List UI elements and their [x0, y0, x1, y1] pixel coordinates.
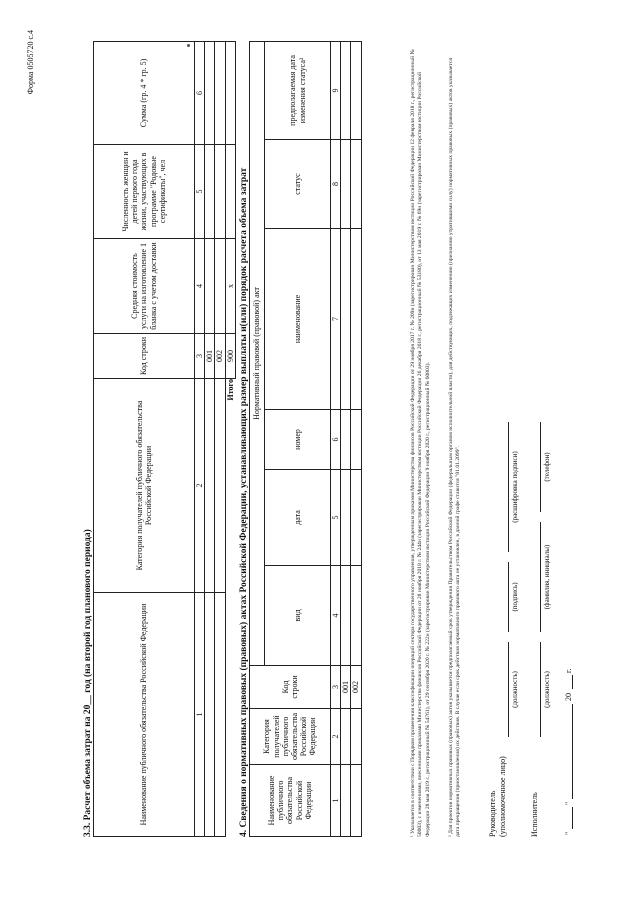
cell-empty[interactable] — [341, 41, 351, 139]
col-number: 2 — [195, 379, 205, 593]
col-number: 5 — [195, 145, 205, 239]
header-row-code: Код строки — [250, 666, 331, 709]
row-code: 002 — [351, 666, 361, 709]
table-row — [205, 42, 215, 837]
head-position-line[interactable] — [508, 642, 509, 737]
cell-empty[interactable] — [351, 765, 361, 837]
table-row — [351, 41, 361, 836]
footnote-1: ¹ Указывается в соответствии с Порядком применения классификации операций сектора государственного управления, утвержденным приказом Министерства финансов Российской Федерации от 29 ноября 2017 г. № 209н (зарегистрирован Министерством юстиции Российской Федерации 12 февраля 2018 г., регистрационный № 50003), с изменениями, внесенными приказами Министерства финансов Российской Федерации от 28 ноября 2018 г. № 244н (зарегистрирован Министерством юстиции Российской Федерации 26 декабря 2018 г., регистрационный № 53180), от 13 мая 2019 г. № 69н (зарегистрирован Министерством юстиции Российской Федерации 28 мая 2019 г., регистрационный № 54761), от 29 сентября 2020 г. № 222н (зарегистрирован Министерством юстиции Российской Федерации 9 ноября 2020 г., регистрационный № 60803). — [410, 49, 431, 837]
col-number: 4 — [331, 566, 341, 666]
row-code: 001 — [205, 334, 215, 379]
cell-empty[interactable] — [351, 229, 361, 410]
cell-empty[interactable] — [341, 229, 351, 410]
cell-empty[interactable] — [215, 145, 225, 239]
cell-empty[interactable] — [205, 593, 215, 837]
date-year-prefix: 20 — [564, 693, 573, 701]
cell-empty[interactable] — [215, 42, 225, 145]
form-code: Форма 0505720 с.4 — [26, 30, 35, 95]
header-sum: Сумма (гр. 4 * гр. 5) — [94, 42, 195, 145]
executor-fio-line[interactable] — [540, 522, 541, 632]
cell-empty[interactable] — [341, 709, 351, 765]
cell-empty[interactable] — [225, 145, 235, 239]
col-number: 7 — [331, 229, 341, 410]
date-quote-open: " — [564, 831, 573, 835]
footnote-2: ² Для проектов нормативных правовых (правовых) актов указывается предполагаемый срок утверждения Правительством Российской Федерации (федеральным органом исполнительной власти), для действующих, подлежащих изменению (признанию утратившими силу) нормативных правовых (правовых) актов указывается дата прекращения (приостановления) их действия. В случае если срок действия нормативного правового акта не установлен, в данной графе ставится "01.01.2099". — [448, 58, 462, 837]
cell-empty[interactable] — [215, 593, 225, 837]
caption-phone: (телефон) — [543, 452, 551, 482]
cell-empty[interactable] — [341, 765, 351, 837]
cell-empty[interactable] — [341, 140, 351, 229]
cell-empty[interactable] — [351, 410, 361, 470]
cell-empty[interactable] — [351, 566, 361, 666]
col-number: 1 — [195, 593, 205, 837]
row-code: 001 — [341, 666, 351, 709]
col-number: 6 — [195, 42, 205, 145]
cell-empty[interactable] — [205, 145, 215, 239]
date-month-line[interactable] — [572, 704, 573, 799]
cell-empty[interactable] — [351, 470, 361, 566]
header-obligation-name: Наименование публичного обязательства Российской Федерации — [94, 593, 195, 837]
date-year-line[interactable] — [572, 675, 573, 689]
head-decode-line[interactable] — [508, 422, 509, 552]
cell-empty[interactable] — [215, 239, 225, 334]
caption-fio: (фамилия, инициалы) — [543, 544, 551, 610]
col-number: 6 — [331, 410, 341, 470]
cell-empty[interactable] — [341, 470, 351, 566]
section-4-title: 4. Сведения о нормативных правовых (правовых) актах Российской Федерации, устанавливающих размер выплаты и(или) порядок расчета объема затрат — [239, 167, 249, 837]
header-row — [94, 42, 195, 837]
col-number: 4 — [195, 239, 205, 334]
header-legal-act-group: Нормативный правовой (правовой) акт — [250, 41, 265, 665]
cell-empty[interactable] — [205, 42, 215, 145]
cell-empty[interactable] — [351, 709, 361, 765]
header-recipient-category: Категория получателей публичного обязательства Российской Федерации — [94, 379, 195, 593]
executor-phone-line[interactable] — [540, 422, 541, 512]
header-average-cost: Средняя стоимость услуги на изготовление 1 бланка с учетом доставки — [94, 239, 195, 334]
col-number: 3 — [195, 334, 205, 379]
legal-acts-table — [249, 41, 362, 837]
cell-empty[interactable] — [341, 566, 351, 666]
row-code: 002 — [215, 334, 225, 379]
caption-decode: (расшифровка подписи) — [511, 451, 519, 523]
column-numbers-row — [195, 42, 205, 837]
head-signature-line[interactable] — [508, 562, 509, 632]
caption-position: (должность) — [543, 671, 551, 708]
total-code: 900 — [225, 334, 235, 379]
cell-empty[interactable] — [205, 239, 215, 334]
col-number: 5 — [331, 470, 341, 566]
cell-empty[interactable] — [341, 410, 351, 470]
cell-empty[interactable] — [215, 379, 225, 593]
head-label: Руководитель — [488, 790, 497, 837]
scan-speck — [187, 44, 190, 47]
col-number: 3 — [331, 666, 341, 709]
total-x: x — [225, 239, 235, 334]
head-label-authorized: (уполномоченное лицо) — [498, 756, 507, 837]
section-33-title: 3.3. Расчет объема затрат на 20__ год (на второй год планового периода) — [83, 529, 93, 837]
col-number: 2 — [331, 709, 341, 765]
header-participants-count: Численность женщин и детей первого года жизни, участвующих в программе "Родовые сертификаты", чел — [94, 145, 195, 239]
date-year-suffix: г. — [564, 668, 573, 673]
total-label: Итого — [225, 379, 235, 593]
date-day-line[interactable] — [572, 807, 573, 829]
col-number: 8 — [331, 140, 341, 229]
caption-position: (должность) — [511, 671, 519, 708]
header-obligation-name: Наименование публичного обязательства Российской Федерации — [250, 765, 331, 837]
cell-empty[interactable] — [225, 42, 235, 145]
header-row-code: Код строки — [94, 334, 195, 379]
caption-signature: (подпись) — [511, 582, 519, 612]
col-number: 1 — [331, 765, 341, 837]
date-quote-close: " — [564, 801, 573, 805]
cell-empty[interactable] — [351, 41, 361, 139]
executor-label: Исполнитель — [530, 792, 539, 837]
header-act-number: номер — [265, 410, 331, 470]
table-row — [341, 41, 351, 836]
cost-calculation-table — [93, 41, 236, 837]
executor-position-line[interactable] — [540, 642, 541, 737]
col-number: 9 — [331, 41, 341, 139]
table-row — [215, 42, 225, 837]
total-row — [225, 42, 235, 837]
cell-empty[interactable] — [205, 379, 215, 593]
header-act-name: наименование — [265, 229, 331, 410]
header-status-change-date: предполагаемая дата изменения статуса² — [265, 41, 331, 139]
header-act-status: статус — [265, 140, 331, 229]
header-act-type: вид — [265, 566, 331, 666]
cell-empty[interactable] — [351, 140, 361, 229]
column-numbers-row — [331, 41, 341, 836]
header-recipient-category: Категория получателей публичного обязательства Российской Федерации — [250, 709, 331, 765]
header-act-date: дата — [265, 470, 331, 566]
